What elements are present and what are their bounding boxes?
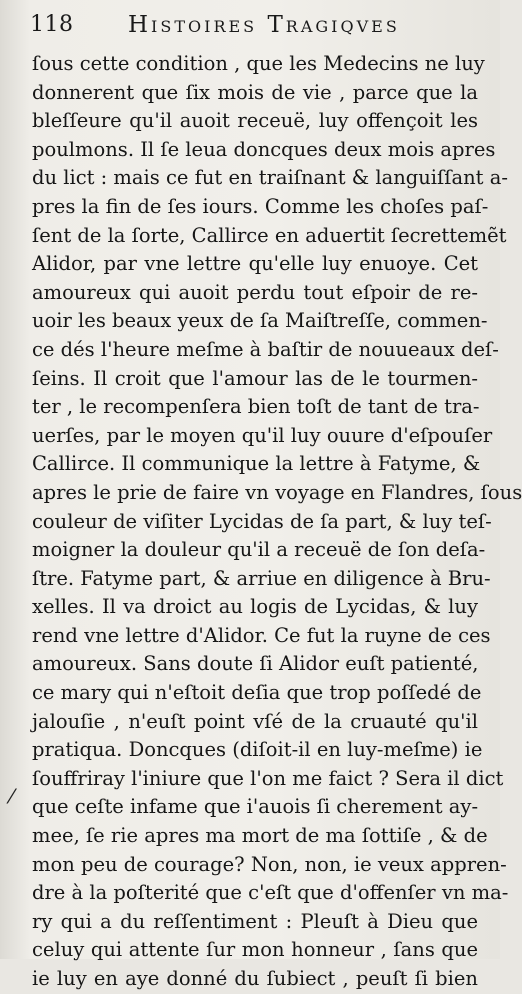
running-head: Histoires Tragiqves [128, 12, 400, 38]
text-line: poulmons. Il ſe leua doncques deux mois apres [32, 137, 496, 161]
text-line: ce mary qui n'eſtoit deſia que trop poſſedé de [32, 681, 482, 705]
margin-mark: ⁄ [10, 784, 14, 808]
text-line: ſent de la ſorte, Callirce en aduertit ſecrettemẽt [32, 223, 507, 247]
text-line: ry qui a du reſſentiment : Pleuſt à Dieu que [32, 909, 478, 933]
text-line: celuy qui attente ſur mon honneur , ſans que [32, 938, 478, 962]
text-line: bleſſeure qu'il auoit receuë, luy offençoit les [32, 109, 478, 133]
text-line: rend vne lettre d'Alidor. Ce fut la ruyne de ces [32, 623, 491, 647]
text-line: ter , le recompenſera bien toſt de tant de tra- [32, 395, 480, 419]
text-line: xelles. Il va droict au logis de Lycidas, & luy [32, 595, 478, 619]
text-line: dre à la poſterité que c'eſt que d'offenſer vn ma- [32, 881, 509, 905]
text-line: ie luy en aye donné du ſubiect , peuſt ſi bien [32, 967, 478, 990]
page-header [20, 0, 494, 50]
text-line: que ceſte infame que i'auois ſi cherement ay- [32, 795, 479, 819]
text-line: uoir les beaux yeux de ſa Maiſtreſſe, commen- [32, 309, 488, 333]
text-line: mon peu de courage? Non, non, ie veux appren- [32, 852, 507, 876]
text-line: ſeins. Il croit que l'amour las de le tourmen- [32, 366, 478, 390]
text-line: Alidor, par vne lettre qu'elle luy enuoye. Cet [32, 252, 478, 276]
text-line: amoureux qui auoit perdu tout eſpoir de re- [32, 280, 478, 304]
text-line: pres la fin de ſes iours. Comme les choſes paſ- [32, 194, 489, 218]
text-line: pratiqua. Doncques (diſoit-il en luy-meſme) ie [32, 738, 483, 762]
text-line: ſtre. Fatyme part, & arriue en diligence à Bru- [32, 566, 491, 590]
text-line: uerſes, par le moyen qu'il luy ouure d'eſpouſer [32, 423, 493, 447]
text-line: ſouffriray l'iniure que l'on me faict ? Sera il dict [32, 766, 504, 790]
text-line: mee, ſe rie apres ma mort de ma ſottiſe , & de [32, 824, 488, 848]
page-number: 118 [30, 12, 74, 37]
text-line: couleur de viſiter Lycidas de ſa part, & luy teſ- [32, 509, 492, 533]
text-line: moigner la douleur qu'il a receuë de ſon deſa- [32, 538, 486, 562]
text-line: ſous cette condition , que les Medecins ne luy [32, 52, 485, 75]
text-line: ce dés l'heure meſme à baſtir de nouueaux deſ- [32, 337, 499, 361]
text-line: jalouſie , n'euſt point vſé de la cruauté qu'il [32, 709, 478, 733]
text-line: apres le prie de faire vn voyage en Flandres, ſous [32, 480, 522, 504]
text-line: du lict : mais ce fut en traiſnant & languiſſant a- [32, 166, 508, 190]
text-line: Callirce. Il communique la lettre à Fatyme, & [32, 452, 481, 476]
text-line: donnerent que ſix mois de vie , parce que la [32, 80, 478, 104]
text-line: amoureux. Sans doute ſi Alidor euſt patienté, [32, 652, 479, 676]
body-text [20, 50, 522, 994]
